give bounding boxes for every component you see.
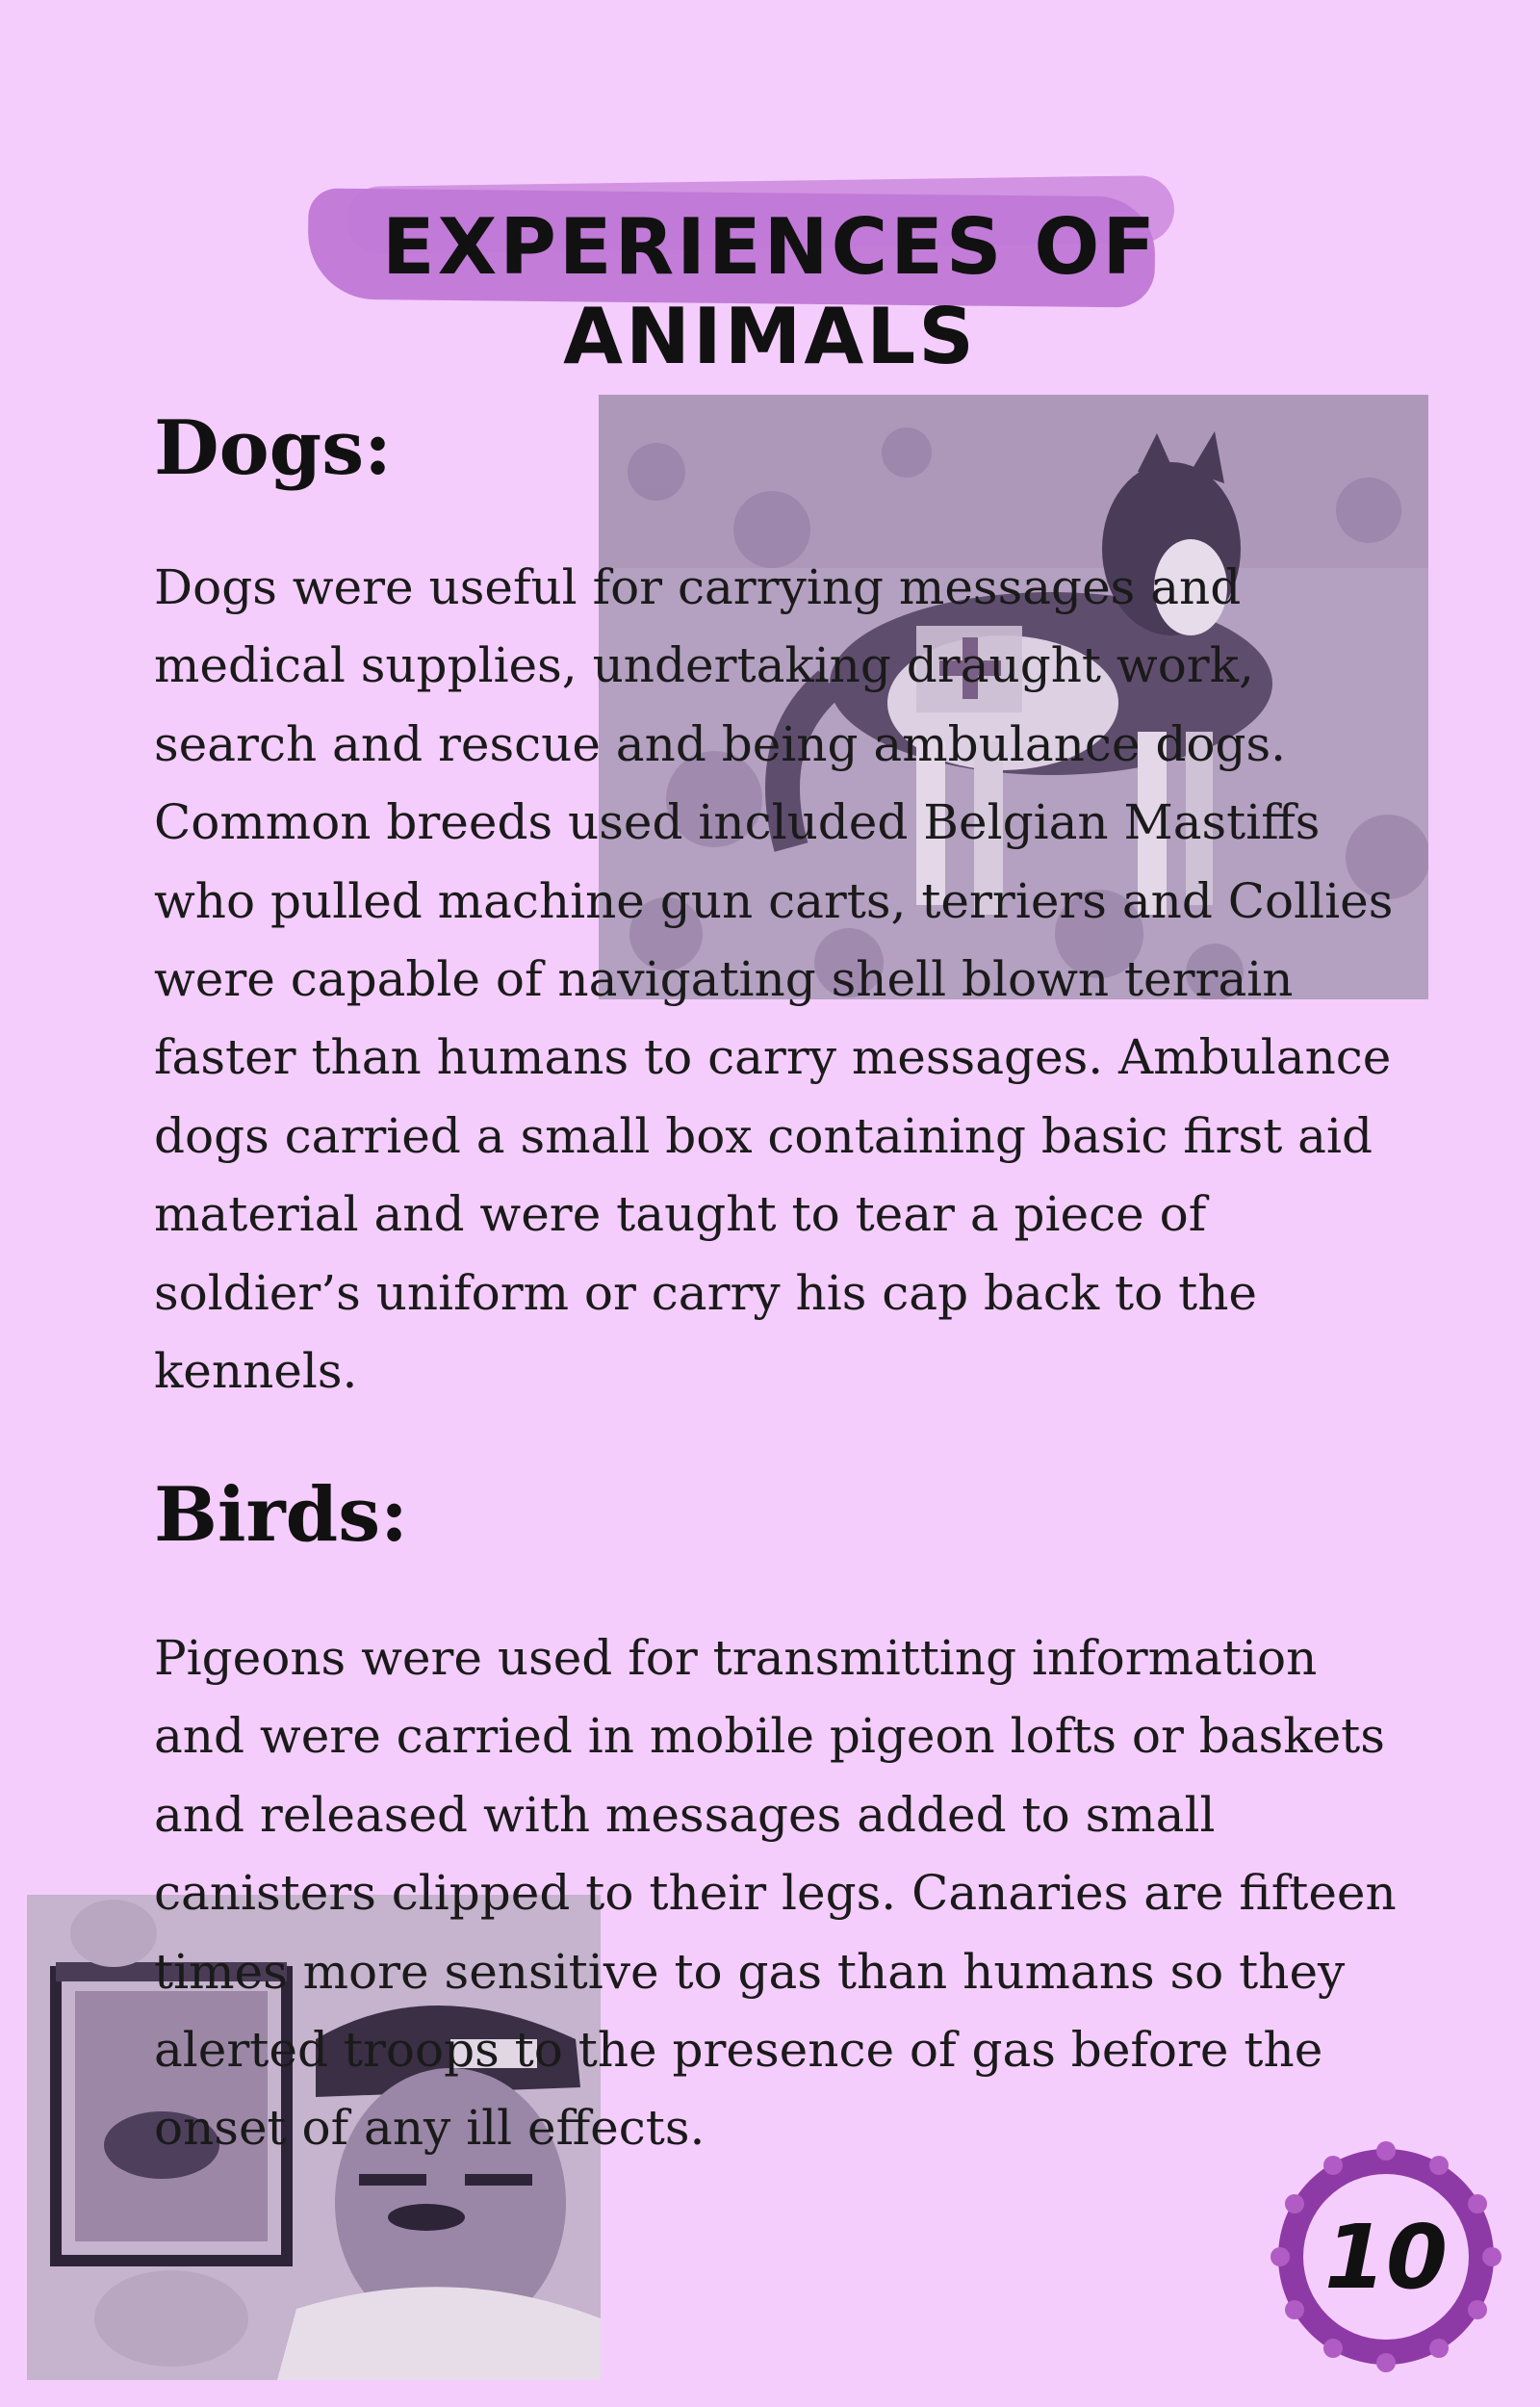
page-number-badge [1263, 2134, 1509, 2380]
page-number: 10 [1323, 2205, 1449, 2309]
birds-heading: Birds: [154, 1471, 408, 1559]
dogs-heading: Dogs: [154, 404, 392, 492]
dogs-paragraph: Dogs were useful for carrying messages and medical supplies, undertaking draught work, search and rescue and being ambulance dogs. Common breeds used included Belgian Mastiffs who pulled machine gun carts, terriers and Collies were capable of navigating shell blown terrain faster than humans to carry messages. Ambulance dogs carried a small box containing basic first aid material and were taught to tear a piece of soldier’s uniform or carry his cap back to the kennels. [154, 559, 1394, 1400]
page-title: EXPERIENCES OF ANIMALS [381, 202, 1159, 381]
birds-paragraph: Pigeons were used for transmitting information and were carried in mobile pigeon lofts or baskets and released with messages added to small canisters clipped to their legs. Canaries are fifteen times more sensitive to gas than humans so they alerted troops to the presence of gas before the onset of any ill effects. [154, 1630, 1397, 2157]
title-banner [250, 164, 1290, 381]
